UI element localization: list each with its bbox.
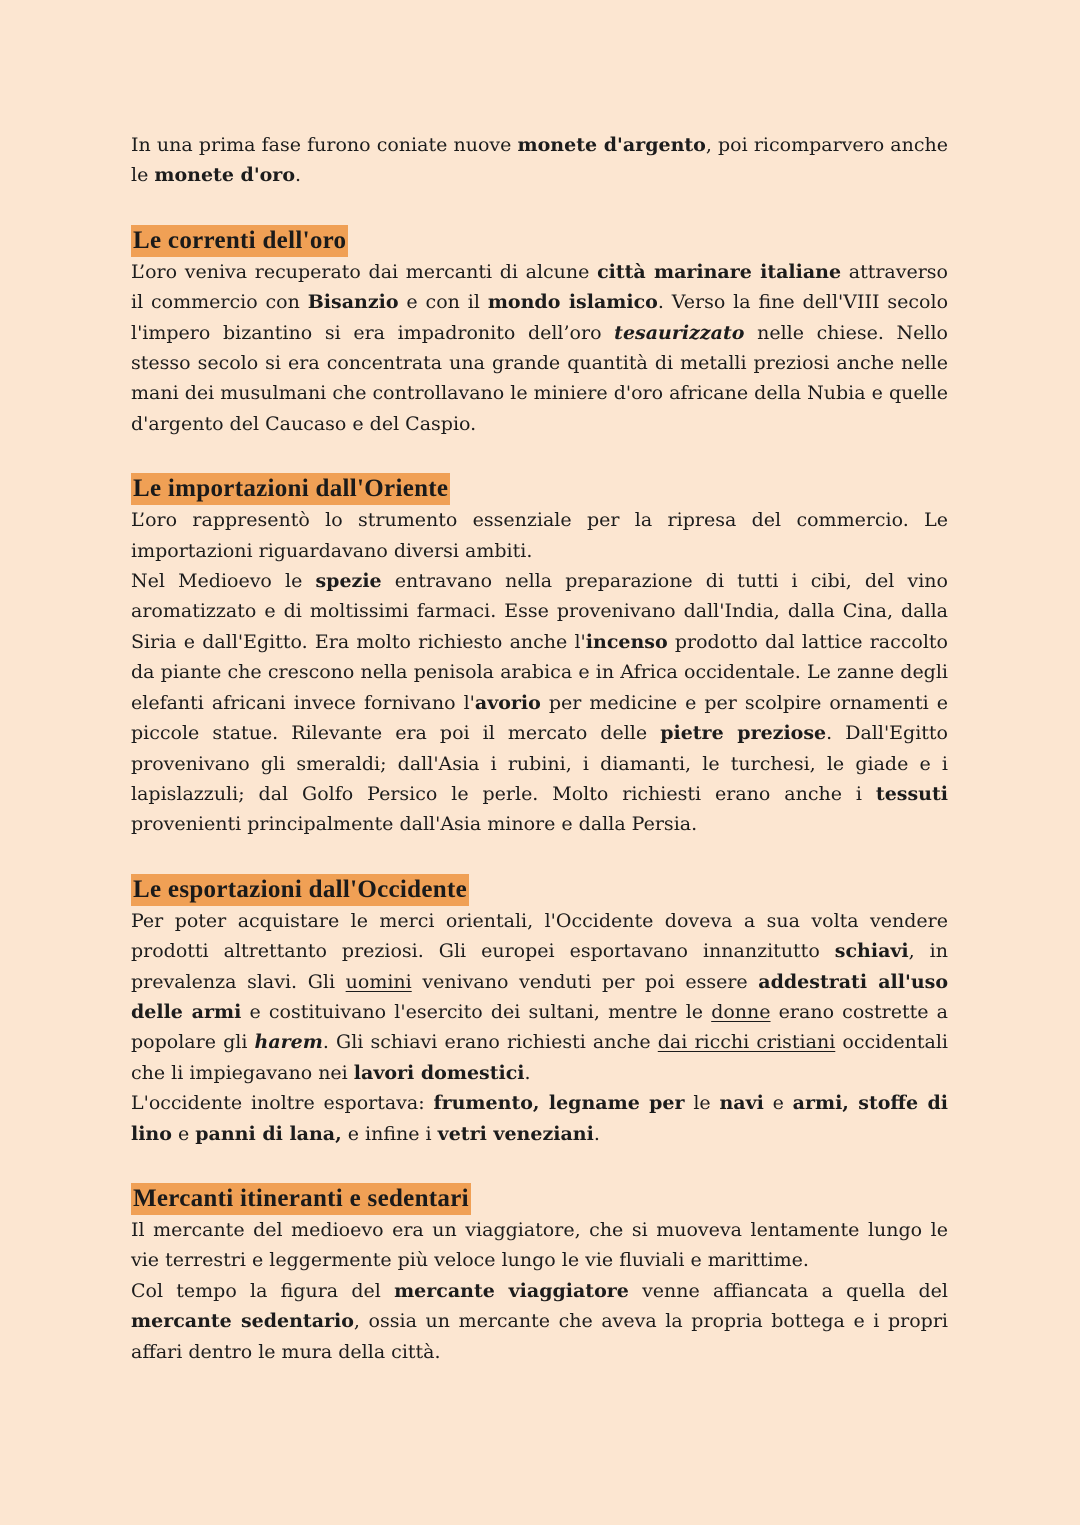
text-run: Nel Medioevo le <box>131 570 316 593</box>
section-heading: Mercanti itineranti e sedentari <box>131 1183 471 1215</box>
text-run: e costituivano l'esercito dei sultani, mentre le <box>241 1000 712 1023</box>
text-run: e infine i <box>341 1122 438 1145</box>
bold-text: spezie <box>315 570 382 593</box>
text-run: . Gli schiavi erano richiesti anche <box>322 1031 658 1054</box>
text-run: . Dall'Egitto provenivano gli smeraldi; dall'Asia i rubini, i diamanti, le turchesi, le giade e i lapislazzuli; dal Golfo Persico le perle. Molto richiesti erano anche i <box>131 722 948 805</box>
text-run: entravano nella preparazione di tutti i cibi, del vino aromatizzato e di moltissimi farmaci. Esse provenivano dall'India, dalla Cina, dalla Siria e dall'Egitto. Era molto richiesto anche l' <box>131 570 948 653</box>
underlined-text: dai ricchi cristiani <box>657 1031 836 1054</box>
text-run: provenienti principalmente dall'Asia minore e dalla Persia. <box>131 813 698 836</box>
text-run: . Verso la fine dell'VIII secolo l'impero bizantino si era impadronito dell’oro <box>131 291 949 344</box>
bold-text: tessuti <box>875 782 948 805</box>
text-run: nelle chiese. Nello stesso secolo si era concentrata una grande quantità di metalli preziosi anche nelle mani dei musulmani che controllavano le miniere d'oro africane della Nubia e quelle d'argento del Caucaso e del Caspio. <box>131 321 948 435</box>
text-run: e con il <box>398 291 488 314</box>
text-run: attraverso il commercio con <box>131 260 948 314</box>
bold-text: frumento, legname per <box>433 1092 685 1115</box>
bold-text: panni di lana, <box>195 1122 342 1145</box>
bold-text: lavori domestici <box>353 1061 525 1084</box>
section-heading: Le esportazioni dall'Occidente <box>131 874 469 906</box>
section-paragraph <box>131 505 948 566</box>
underlined-text: donne <box>711 1000 771 1023</box>
bold-text: pietre preziose <box>660 722 827 745</box>
section-paragraph <box>131 1215 948 1276</box>
bold-text: avorio <box>474 691 541 714</box>
bold-text: monete d'argento <box>517 134 706 156</box>
bold-text: mondo islamico <box>487 291 658 314</box>
text-run: le <box>684 1092 720 1115</box>
section-importazioni-oriente <box>131 473 948 839</box>
text-run: venne affiancata a quella del <box>628 1279 949 1302</box>
text-run: Per poter acquistare le merci orientali, l'Occidente doveva a sua volta vendere prodotti altrettanto preziosi. Gli europei esportavano innanzitutto <box>131 909 948 963</box>
bold-text: incenso <box>585 630 668 653</box>
text-run: . <box>295 164 302 187</box>
bold-italic-text: harem <box>254 1031 323 1054</box>
text-run: In una prima fase furono coniate nuove <box>131 134 518 156</box>
underlined-text: uomini <box>345 970 412 993</box>
section-heading: Le importazioni dall'Oriente <box>131 473 450 505</box>
text-run: venivano venduti per poi essere <box>411 970 759 993</box>
text-run: e <box>763 1092 793 1115</box>
bold-text: Bisanzio <box>307 291 399 314</box>
text-run: Il mercante del medioevo era un viaggiatore, che si muoveva lentamente lungo le vie terrestri e leggermente più veloce lungo le vie fluviali e marittime. <box>131 1218 948 1272</box>
document-page <box>131 130 948 1367</box>
section-mercanti <box>131 1183 948 1367</box>
section-paragraph <box>131 257 948 439</box>
text-run: , in prevalenza slavi. Gli <box>131 940 948 993</box>
text-run: prodotto dal lattice raccolto da piante che crescono nella penisola arabica e in Africa occidentale. Le zanne degli elefanti africani invece fornivano l' <box>131 630 948 714</box>
section-esportazioni-occidente <box>131 874 948 1149</box>
text-run: occidentali che li impiegavano nei <box>131 1031 948 1084</box>
bold-text: città marinare italiane <box>597 260 842 283</box>
text-run: L’oro rappresentò lo strumento essenziale per la ripresa del commercio. Le importazioni riguardavano diversi ambiti. <box>131 509 948 562</box>
text-run: e <box>171 1122 196 1145</box>
section-paragraph <box>131 566 948 840</box>
bold-text: vetri veneziani <box>437 1122 594 1145</box>
text-run: , poi ricomparvero anche le <box>131 134 948 187</box>
section-heading: Le correnti dell'oro <box>131 225 348 257</box>
intro-paragraph <box>131 130 948 191</box>
section-paragraph <box>131 1276 948 1367</box>
bold-text: mercante sedentario <box>131 1310 354 1333</box>
text-run: Col tempo la figura del <box>131 1279 395 1302</box>
section-correnti-oro <box>131 225 948 439</box>
bold-text: addestrati all'uso delle armi <box>131 970 948 1023</box>
bold-text: navi <box>719 1092 764 1115</box>
bold-text: mercante viaggiatore <box>394 1279 629 1302</box>
text-run: . <box>524 1061 531 1084</box>
bold-italic-text: tesaurizzato <box>614 321 745 344</box>
section-paragraph <box>131 1088 948 1149</box>
text-run: per medicine e per scolpire ornamenti e piccole statue. Rilevante era poi il mercato delle <box>131 691 948 745</box>
text-run: L’oro veniva recuperato dai mercanti di alcune <box>131 260 598 283</box>
text-run: L'occidente inoltre esportava: <box>131 1092 434 1115</box>
text-run: erano costrette a popolare gli <box>131 1000 948 1054</box>
bold-text: schiavi <box>834 940 909 963</box>
bold-text: armi, stoffe di lino <box>131 1092 948 1145</box>
text-run: . <box>593 1122 600 1145</box>
bold-text: monete d'oro <box>154 164 295 187</box>
section-paragraph <box>131 906 948 1088</box>
text-run: , ossia un mercante che aveva la propria bottega e i propri affari dentro le mura della città. <box>131 1310 948 1363</box>
